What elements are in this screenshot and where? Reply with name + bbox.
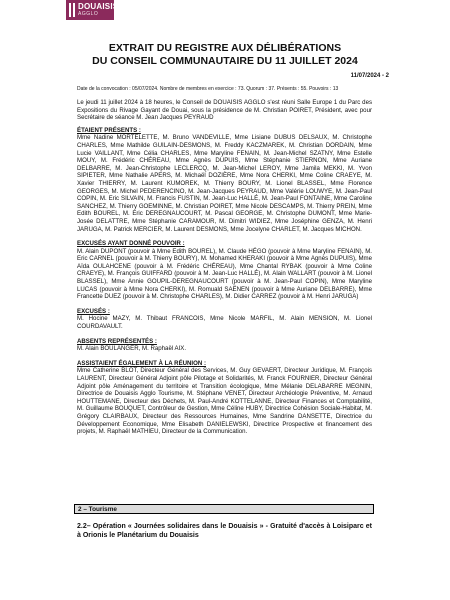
absents-list: M. Alain BOULANGER, M. Raphaël AIX.: [77, 345, 187, 353]
convocation-meta: Date de la convocation : 05/07/2024. Nombre de membres en exercice : 73. Quorum : 37. Présents : 55. Pouvoirs : 13: [77, 86, 339, 92]
excuses-pouvoir-heading: EXCUSÉS AYANT DONNÉ POUVOIR :: [77, 240, 185, 248]
section-heading-tourisme: 2 – Tourisme: [74, 504, 374, 514]
logo-brand: DOUAISIS: [78, 2, 119, 11]
excuses-list: M. Hocine MAZY, M. Thibaut FRANCOIS, Mme Nicole MARFIL, M. Alain MENSION, M. Lionel COURDAVAULT.: [77, 315, 372, 331]
excuses-heading: EXCUSÉS :: [77, 307, 110, 315]
douaisis-agglo-logo: [66, 0, 119, 20]
presents-heading: ÉTAIENT PRÉSENTS :: [77, 126, 141, 134]
intro-paragraph: Le jeudi 11 juillet 2024 à 18 heures, le Conseil de DOUAISIS AGGLO s'est réuni Salle Europe 1 du Parc des Expositions du Rivage Gayant de Douai, sous la présidence de M. Christian POIRET, Président, avec pour Secrétaire de séance M. Jean Jacques PEYRAUD: [77, 99, 372, 122]
document-title-line2: DU CONSEIL COMMUNAUTAIRE DU 11 JUILLET 2024: [92, 55, 358, 67]
logo-mark-icon: [69, 3, 75, 17]
logo-subtitle: AGGLO: [78, 11, 99, 17]
excuses-pouvoir-list: M. Alain DUPONT (pouvoir à Mme Edith BOUREL), M. Claude HÉGO (pouvoir à Mme Maryline FENAIN), M. Eric CARNEL (pouvoir à M. Thierry BOURY), M. Mohamed KHERAKI (pouvoir à Mme Agnès DUPUIS), Mme Aïda OULAHCENE (pouvoir à M. Frédéric CHÉREAU), Mme Chantal RYBAK (pouvoir à Mme Coline CRAEYE), M. François GUIFFARD (pouvoir à M. Jean-Luc HALLÉ), M. Alain WALLART (pouvoir à M. Lionel BLASSEL), Mme Annie GOUPIL-DEREGNAUCOURT (pouvoir à M. Jean-Paul COPIN), Mme Maryline LUCAS (pouvoir à Mme Nora CHERKI), M. Romuald SAËNEN (pouvoir à Mme Auriane DELBARRE), Mme Francette DUEZ (pouvoir à M. Christophe CHARLES), M. Didier CARREZ (pouvoir à M. Henri JARUGA): [77, 247, 372, 301]
presents-list: Mme Nadine MORTELETTE, M. Bruno VANDEVILLE, Mme Lisiane DUBUS DELSAUX, M. Christophe CHARLES, Mme Mathilde GUILAIN-DESMONS, M. Freddy KACZMAREK, M. Christian DORDAIN, Mme Lucie VAILLANT, Mme Célia CHARLES, Mme Maryline FENAIN, M. Jean-Michel SZATNY, Mme Estelle MOUY, M. Frédéric CHÉREAU, Mme Agnès DUPUIS, Mme Stéphanie STIERNON, Mme Auriane DELBARRE, M. Jean-Christophe LECLERCQ, M. Jean-Michel LEROY, Mme Jamila MEKKI, M. Yvon SIPIETER, Mme Nathalie APERS, M. Michaël DOZIÈRE, Mme Nora CHERKI, Mme Coline CRAEYE, M. Xavier THIERRY, M. Laurent KUMOREK, M. Thierry BOURY, M. Lionel BLASSEL, Mme Florence GEORGES, M. Michel PEDERENCINO, M. Jean-Jacques PEYRAUD, Mme Valérie LOUWYE, M. Jean-Paul COPIN, M. Eric SILVAIN, M. Francis FUSTIN, M. Jean-Luc HALLÉ, M. Jean-Paul FONTAINE, Mme Caroline SANCHEZ, M. Thierry GOEMINNE, M. Christian POIRET, Mme Nicole DESCAMPS, M. Thierry PREIN, Mme Edith BOUREL, M. Eric DEREGNAUCOURT, M. Pascal GEORGE, M. Christophe DUMONT, Mme Marie-Josée DELATTRE, Mme Stéphanie CARAMOUR, M. Dimitri WIDIEZ, Mme Joséphine GENZA, M. Henri JARUGA, M. Patrick MERCIER, M. Laurent DESMONS, Mme Jocelyne CHARLET, M. Jacques MICHON.: [77, 134, 372, 233]
document-title-line1: EXTRAIT DU REGISTRE AUX DÉLIBÉRATIONS: [108, 42, 342, 54]
assistaient-heading: ASSISTAIENT ÉGALEMENT À LA RÉUNION :: [77, 359, 206, 367]
assistaient-list: Mme Catherine BLOT, Directeur Général des Services, M. Guy GEVAERT, Directeur Juridique, M. François LAURENT, Directeur Général Adjoint pôle Pilotage et Solidarités, M. Franck FOURNIER, Directeur Général Adjoint pôle Aménagement du territoire et Transition écologique, Mme Mélanie DELABARRE MEGNIN, Directrice de Douaisis Agglo Tourisme, M. Stéphane VENET, Directeur Archéologie Préventive, M. Arnaud HOUTTEMANE, Directeur des Déchets, M. Paul-André KOTTELANNE, Directeur Finances et Comptabilité, M. Guillaume BOUQUET, Contrôleur de Gestion, Mme Céline HUBY, Directrice Cohésion Sociale-Habitat, M. Grégory CLAIRBAUX, Directeur des Ressources Humaines, Mme Sandrine DANSETTE, Directrice du Développement Economique, Mme Elisabeth DANIELEWSKI, Directrice Prospective et financement des projets, M. Raphaël MATHIEU, Directeur de la Communication.: [77, 367, 372, 436]
subsection-heading: 2.2– Opération « Journées solidaires dans le Douaisis » - Gratuité d'accès à Loisiparc et à Orionis le Planétarium du Douaisis: [77, 523, 372, 539]
document-body: [77, 99, 372, 443]
absents-heading: ABSENTS REPRÉSENTÉS :: [77, 337, 157, 345]
deliberation-reference: 11/07/2024 - 2: [350, 73, 389, 79]
